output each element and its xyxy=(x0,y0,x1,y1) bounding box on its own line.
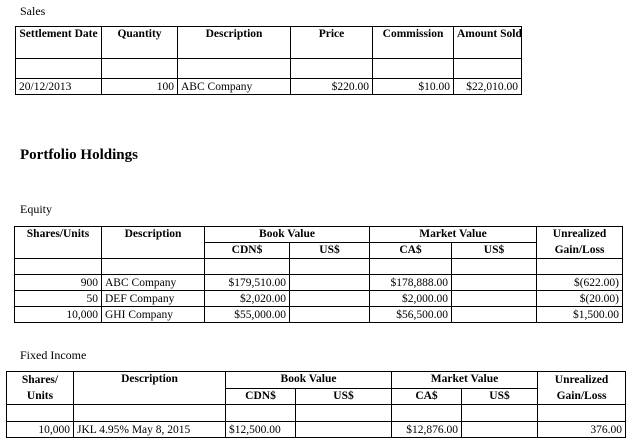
equity-table xyxy=(14,226,623,323)
col-us: US$ xyxy=(296,388,392,405)
col-gain-loss: Gain/Loss xyxy=(537,243,623,259)
col-ca: CA$ xyxy=(392,388,462,405)
col-cdn: CDN$ xyxy=(205,243,290,259)
table-row: 20/12/2013 100 ABC Company $220.00 $10.00 $22,010.00 xyxy=(16,79,522,95)
col-description: Description xyxy=(178,27,291,59)
equity-label: Equity xyxy=(20,202,52,216)
table-row: 10,000 JKL 4.95% May 8, 2015 $12,500.00 $12,876.00 376.00 xyxy=(7,422,626,438)
col-shares-units: Shares/Units xyxy=(15,227,102,259)
col-settlement-date: Settlement Date xyxy=(16,27,102,59)
fixed-income-table xyxy=(6,371,626,438)
col-quantity: Quantity xyxy=(102,27,178,59)
col-unrealized: Unrealized xyxy=(537,227,623,243)
col-book-value: Book Value xyxy=(205,227,370,243)
col-cdn: CDN$ xyxy=(226,388,296,405)
col-ca: CA$ xyxy=(370,243,452,259)
col-description: Description xyxy=(102,227,205,259)
col-book-value: Book Value xyxy=(226,372,392,389)
col-unrealized: Unrealized xyxy=(538,372,626,389)
sales-label: Sales xyxy=(20,4,46,18)
col-us: US$ xyxy=(290,243,370,259)
col-shares-units xyxy=(7,372,74,405)
sales-table xyxy=(15,26,522,95)
shares-label-line2: Units xyxy=(26,390,54,402)
col-us: US$ xyxy=(462,388,538,405)
table-row: 900 ABC Company $179,510.00 $178,888.00 $(622.00) xyxy=(15,275,623,291)
table-row: 10,000 GHI Company $55,000.00 $56,500.00 $1,500.00 xyxy=(15,307,623,323)
table-row: 50 DEF Company $2,020.00 $2,000.00 $(20.00) xyxy=(15,291,623,307)
fixed-income-label: Fixed Income xyxy=(20,348,87,362)
col-market-value: Market Value xyxy=(370,227,537,243)
col-description: Description xyxy=(74,372,226,405)
col-us: US$ xyxy=(452,243,537,259)
col-amount-sold: Amount Sold xyxy=(454,27,522,59)
col-price: Price xyxy=(291,27,373,59)
col-gain-loss: Gain/Loss xyxy=(538,388,626,405)
portfolio-holdings-title: Portfolio Holdings xyxy=(20,147,138,163)
shares-label-line1: Shares/ xyxy=(21,374,59,386)
col-commission: Commission xyxy=(373,27,454,59)
col-market-value: Market Value xyxy=(392,372,538,389)
